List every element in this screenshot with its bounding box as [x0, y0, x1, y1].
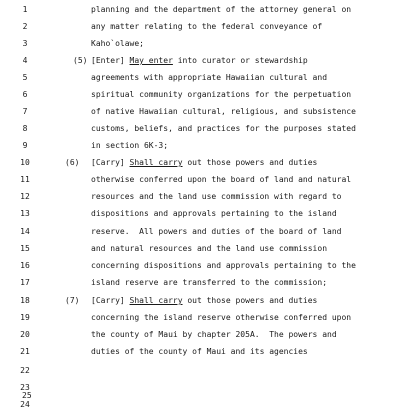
document-line — [91, 192, 341, 202]
document-line — [91, 90, 351, 100]
document-line — [91, 22, 322, 32]
line-number: 3 — [22, 39, 28, 48]
line-text: island reserve are transferred to the commission; — [91, 278, 328, 287]
document-line — [91, 158, 317, 168]
document-line — [91, 296, 317, 306]
document-line — [91, 124, 356, 134]
line-text: [Enter] — [91, 56, 130, 65]
line-number: 11 — [20, 175, 30, 184]
line-number: 14 — [20, 227, 30, 236]
document-line — [91, 56, 308, 66]
line-text: dispositions and approvals pertaining to the island — [91, 209, 337, 218]
document-line — [91, 227, 341, 237]
paragraph-label: (5) — [73, 56, 88, 65]
line-text: and natural resources and the land use commission — [91, 244, 328, 253]
line-text: out those powers and duties — [182, 296, 318, 305]
line-text: customs, beliefs, and practices for the purposes stated — [91, 124, 356, 133]
line-text: [Carry] — [91, 296, 130, 305]
line-text: duties of the county of Maui and its agencies — [91, 347, 308, 356]
line-text: agreements with appropriate Hawaiian cultural and — [91, 73, 328, 82]
line-number: 21 — [20, 347, 30, 356]
document-line — [91, 347, 308, 357]
document-line — [91, 209, 337, 219]
line-number: 9 — [22, 141, 28, 150]
line-text: planning and the department of the attorney general on — [91, 5, 352, 14]
line-number: 4 — [22, 56, 28, 65]
document-line — [91, 39, 144, 49]
line-number: 13 — [20, 209, 30, 218]
line-text: resources and the land use commission with regard to — [91, 192, 342, 201]
line-number: 18 — [20, 296, 30, 305]
line-number: 22 — [20, 366, 30, 375]
inserted-text: May enter — [129, 56, 173, 65]
line-number: 6 — [22, 90, 28, 99]
line-number: 8 — [22, 124, 28, 133]
line-number: 15 — [20, 244, 30, 253]
inserted-text: Shall carry — [129, 158, 183, 167]
document-line — [91, 261, 356, 271]
line-text: any matter relating to the federal conveyance of — [91, 22, 323, 31]
line-number: 5 — [22, 73, 28, 82]
document-line — [91, 175, 351, 185]
paragraph-label: (6) — [65, 158, 80, 167]
document-line — [91, 278, 327, 288]
line-text: Kaho`olawe; — [91, 39, 144, 48]
line-text: concerning the island reserve otherwise conferred upon — [91, 313, 352, 322]
paragraph-label: (7) — [65, 296, 80, 305]
line-number: 19 — [20, 313, 30, 322]
partial-line-number: 25 — [22, 391, 32, 400]
line-text: otherwise conferred upon the board of land and natural — [91, 175, 352, 184]
document-line — [91, 244, 327, 254]
line-number: 17 — [20, 278, 30, 287]
line-text: [Carry] — [91, 158, 130, 167]
line-number: 16 — [20, 261, 30, 270]
document-line — [91, 5, 351, 15]
line-number: 7 — [22, 107, 28, 116]
line-text: out those powers and duties — [182, 158, 318, 167]
document-line — [91, 330, 337, 340]
line-text: of native Hawaiian cultural, religious, and subsistence — [91, 107, 356, 116]
line-number: 20 — [20, 330, 30, 339]
line-number: 10 — [20, 158, 30, 167]
document-line — [91, 313, 351, 323]
line-text: reserve. All powers and duties of the board of land — [91, 227, 342, 236]
line-text: in section 6K-3; — [91, 141, 169, 150]
line-number: 23 — [20, 383, 30, 392]
line-number: 1 — [22, 5, 28, 14]
line-number: 12 — [20, 192, 30, 201]
document-line — [91, 107, 356, 117]
line-text: into curator or stewardship — [172, 56, 308, 65]
line-text: the county of Maui by chapter 205A. The powers and — [91, 330, 337, 339]
inserted-text: Shall carry — [129, 296, 183, 305]
line-number: 24 — [20, 400, 30, 409]
line-text: spiritual community organizations for the perpetuation — [91, 90, 352, 99]
document-line — [91, 73, 327, 83]
document-line — [91, 141, 168, 151]
line-text: concerning dispositions and approvals pertaining to the — [91, 261, 356, 270]
line-number: 2 — [22, 22, 28, 31]
